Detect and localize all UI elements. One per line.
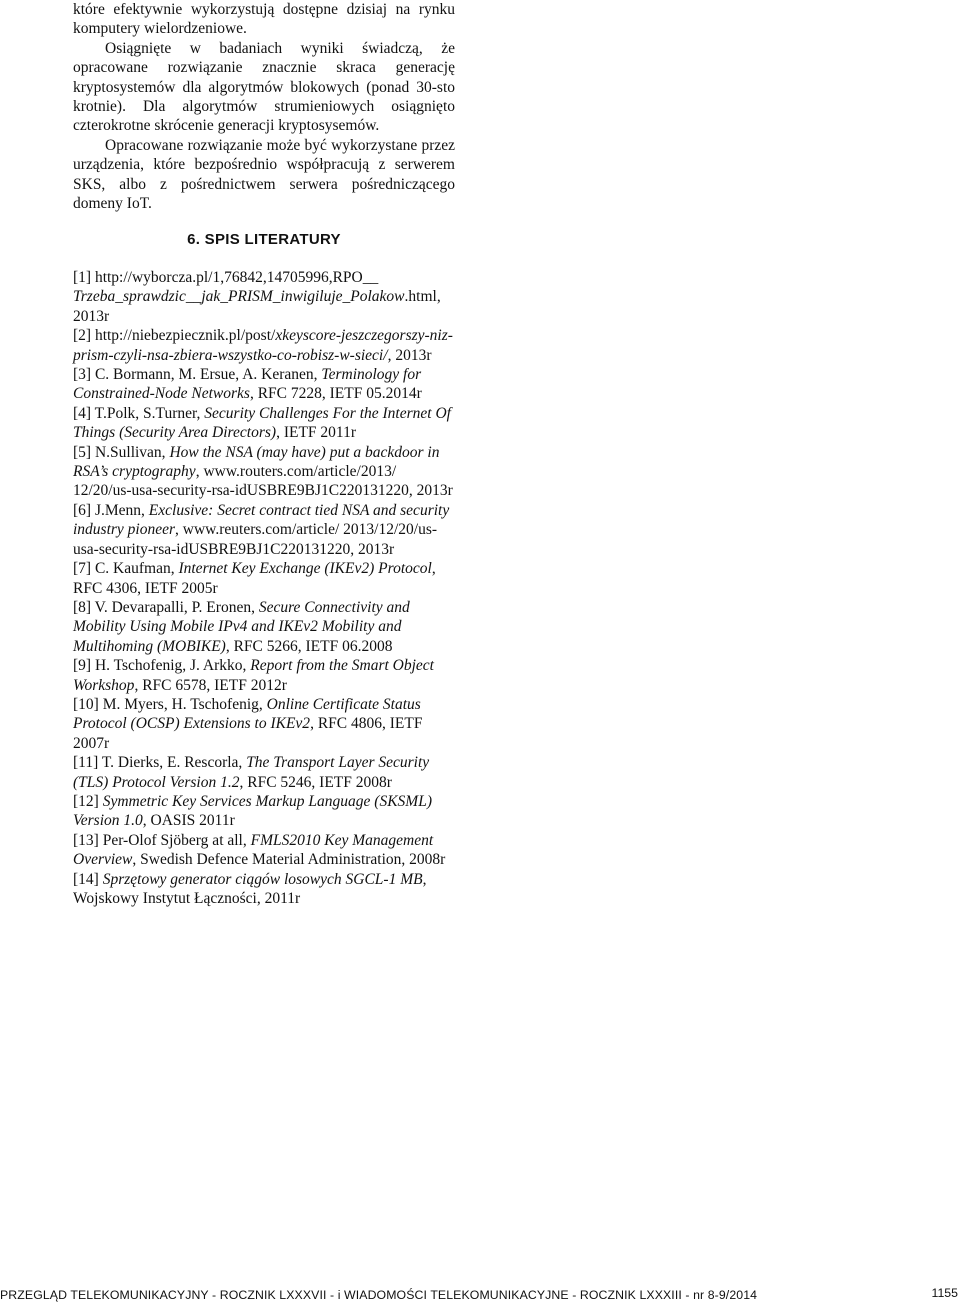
reference-text: [5] N.Sullivan, bbox=[73, 443, 170, 461]
reference-title: Internet Key Exchange (IKEv2) Protocol bbox=[178, 560, 432, 578]
paragraph bbox=[73, 39, 455, 136]
reference-title: Trzeba_sprawdzic__jak_PRISM_inwigiluje_Polakow bbox=[73, 288, 405, 306]
reference-title: Exclusive: Secret contract tied NSA and security industry pioneer bbox=[73, 501, 450, 539]
reference-item bbox=[73, 404, 455, 443]
reference-item bbox=[73, 695, 455, 753]
reference-item bbox=[73, 656, 455, 695]
reference-item bbox=[73, 443, 455, 501]
reference-item bbox=[73, 268, 455, 326]
section-heading: 6. SPIS LITERATURY bbox=[187, 231, 341, 248]
reference-text: , RFC 5246, IETF 2008r bbox=[239, 773, 392, 791]
reference-title: The Transport Layer Security (TLS) Protocol Version 1.2 bbox=[73, 754, 430, 791]
reference-text: [7] C. Kaufman, bbox=[73, 560, 179, 578]
reference-item bbox=[73, 792, 455, 831]
reference-text: , RFC 4806, IETF 2007r bbox=[73, 715, 423, 752]
reference-text: [10] M. Myers, H. Tschofenig, bbox=[73, 695, 267, 713]
reference-text: , 2013r bbox=[387, 346, 432, 364]
reference-title: Secure Connectivity and Mobility Using Mobile IPv4 and IKEv2 Mobility and Multihoming (MOBIKE) bbox=[73, 598, 410, 655]
reference-text: .html, 2013r bbox=[73, 288, 441, 325]
reference-text: [12] bbox=[73, 792, 103, 810]
reference-text: [1] http://wyborcza.pl/1,76842,14705996,RPO__ bbox=[73, 269, 379, 286]
reference-item bbox=[73, 365, 455, 404]
reference-title: Symmetric Key Services Markup Language (SKSML) Version 1.0 bbox=[73, 792, 433, 830]
reference-title: Security Challenges For the Internet Of Things (Security Area Directors) bbox=[73, 404, 451, 442]
reference-title: Report from the Smart Object Workshop bbox=[73, 657, 434, 694]
reference-text: , IETF 2011r bbox=[276, 424, 356, 442]
reference-text: , RFC 7228, IETF 05.2014r bbox=[249, 385, 422, 403]
reference-text: [4] T.Polk, S.Turner, bbox=[73, 404, 205, 422]
reference-text: [6] J.Menn, bbox=[73, 501, 149, 519]
reference-text: , www.reuters.com/article/ 2013/12/20/us-usa-security-rsa-idUSBRE9BJ1C220131220, 2013r bbox=[73, 521, 438, 558]
reference-item bbox=[73, 870, 455, 909]
reference-item bbox=[73, 598, 455, 656]
reference-title: Online Certificate Status Protocol (OCSP) Extensions to IKEv2 bbox=[73, 695, 421, 733]
reference-list bbox=[73, 268, 455, 908]
reference-text: [13] Per-Olof Sjöberg at all, bbox=[73, 831, 251, 849]
paragraph-text: które efektywnie wykorzystują dostępne dzisiaj na rynku komputery wielordzeniowe. bbox=[73, 1, 455, 38]
reference-text: , RFC 5266, IETF 06.2008 bbox=[225, 637, 393, 655]
reference-title: Terminology for Constrained-Node Networks bbox=[73, 366, 422, 403]
reference-title: FMLS2010 Key Management Overview bbox=[73, 831, 434, 869]
reference-item bbox=[73, 559, 455, 598]
reference-text: [14] bbox=[73, 870, 103, 888]
paragraph-text: Osiągnięte w badaniach wyniki świadczą, że opracowane rozwiązanie znacznie skraca generację kryptosystemów dla algorytmów blokowych (ponad 30-sto krotnie). Dla algorytmów strumieniowych osiągnięto czterokrotne skrócenie generacji kryptosysemów. bbox=[73, 39, 455, 135]
reference-item bbox=[73, 326, 455, 365]
reference-text: [8] V. Devarapalli, P. Eronen, bbox=[73, 598, 259, 616]
paragraph bbox=[73, 136, 455, 214]
reference-text: , RFC 4306, IETF 2005r bbox=[73, 560, 436, 597]
reference-text: [3] C. Bormann, M. Ersue, A. Keranen, bbox=[73, 366, 322, 384]
reference-title: Sprzętowy generator ciągów losowych SGCL-1 MB bbox=[102, 870, 423, 888]
reference-text: , www.routers.com/article/2013/ 12/20/us-usa-security-rsa-idUSBRE9BJ1C220131220, 2013r bbox=[73, 463, 453, 500]
reference-title: How the NSA (may have) put a backdoor in RSA’s cryptography bbox=[73, 443, 440, 481]
reference-text: [9] H. Tschofenig, J. Arkko, bbox=[73, 657, 251, 675]
body-text bbox=[73, 0, 455, 213]
page-number: 1155 bbox=[931, 1286, 958, 1300]
reference-item bbox=[73, 501, 455, 559]
reference-text: [11] T. Dierks, E. Rescorla, bbox=[73, 754, 247, 772]
reference-text: , RFC 6578, IETF 2012r bbox=[134, 676, 287, 694]
reference-item bbox=[73, 753, 455, 792]
reference-text: , OASIS 2011r bbox=[142, 812, 235, 830]
reference-text: [2] http://niebezpiecznik.pl/post/ bbox=[73, 327, 276, 345]
reference-text: , Swedish Defence Material Administration, 2008r bbox=[132, 851, 446, 869]
journal-footer: PRZEGLĄD TELEKOMUNIKACYJNY - ROCZNIK LXXXVII - i WIADOMOŚCI TELEKOMUNIKACYJNE - ROCZNIK LXXXIII - nr 8-9/2014 bbox=[0, 1288, 758, 1302]
paragraph bbox=[73, 0, 455, 39]
reference-text: , Wojskowy Instytut Łączności, 2011r bbox=[73, 870, 427, 907]
reference-title: xkeyscore-jeszczegorszy-niz-prism-czyli-nsa-zbiera-wszystko-co-robisz-w-sieci/ bbox=[73, 327, 453, 364]
paragraph-text: Opracowane rozwiązanie może być wykorzystane przez urządzenia, które bezpośrednio współpracują z serwerem SKS, albo z pośrednictwem serwera pośredniczącego domeny IoT. bbox=[73, 136, 455, 213]
reference-item bbox=[73, 831, 455, 870]
